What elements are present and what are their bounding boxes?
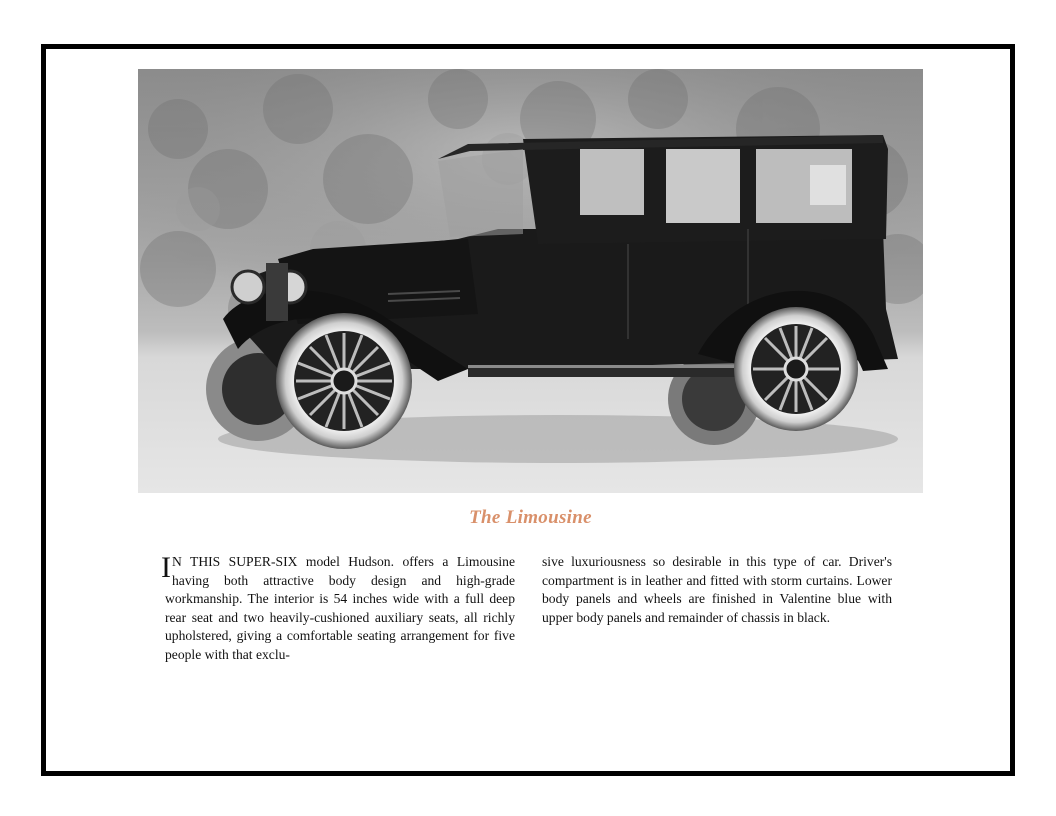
drop-cap: I xyxy=(161,551,171,584)
photo-caption: The Limousine xyxy=(469,507,592,528)
limousine-photo xyxy=(138,69,923,493)
body-text-right-column: sive luxuriousness so desirable in this type of car. Driver's compartment is in leather and fitted with storm curtains. Lower body panels and wheels are finished in Valentine blue with upper body panels and remainder of chassis in black. xyxy=(542,554,892,625)
body-text-left-column xyxy=(161,551,515,664)
left-column-text: N THIS SUPER-SIX model Hudson. offers a Limousine having both attractive body design and high-grade workmanship. The interior is 54 inches wide with a full deep rear seat and two heavily-cushioned auxiliary seats, all richly upholstered, giving a comfortable seating arrangement for five people with that exclu- xyxy=(165,554,515,662)
